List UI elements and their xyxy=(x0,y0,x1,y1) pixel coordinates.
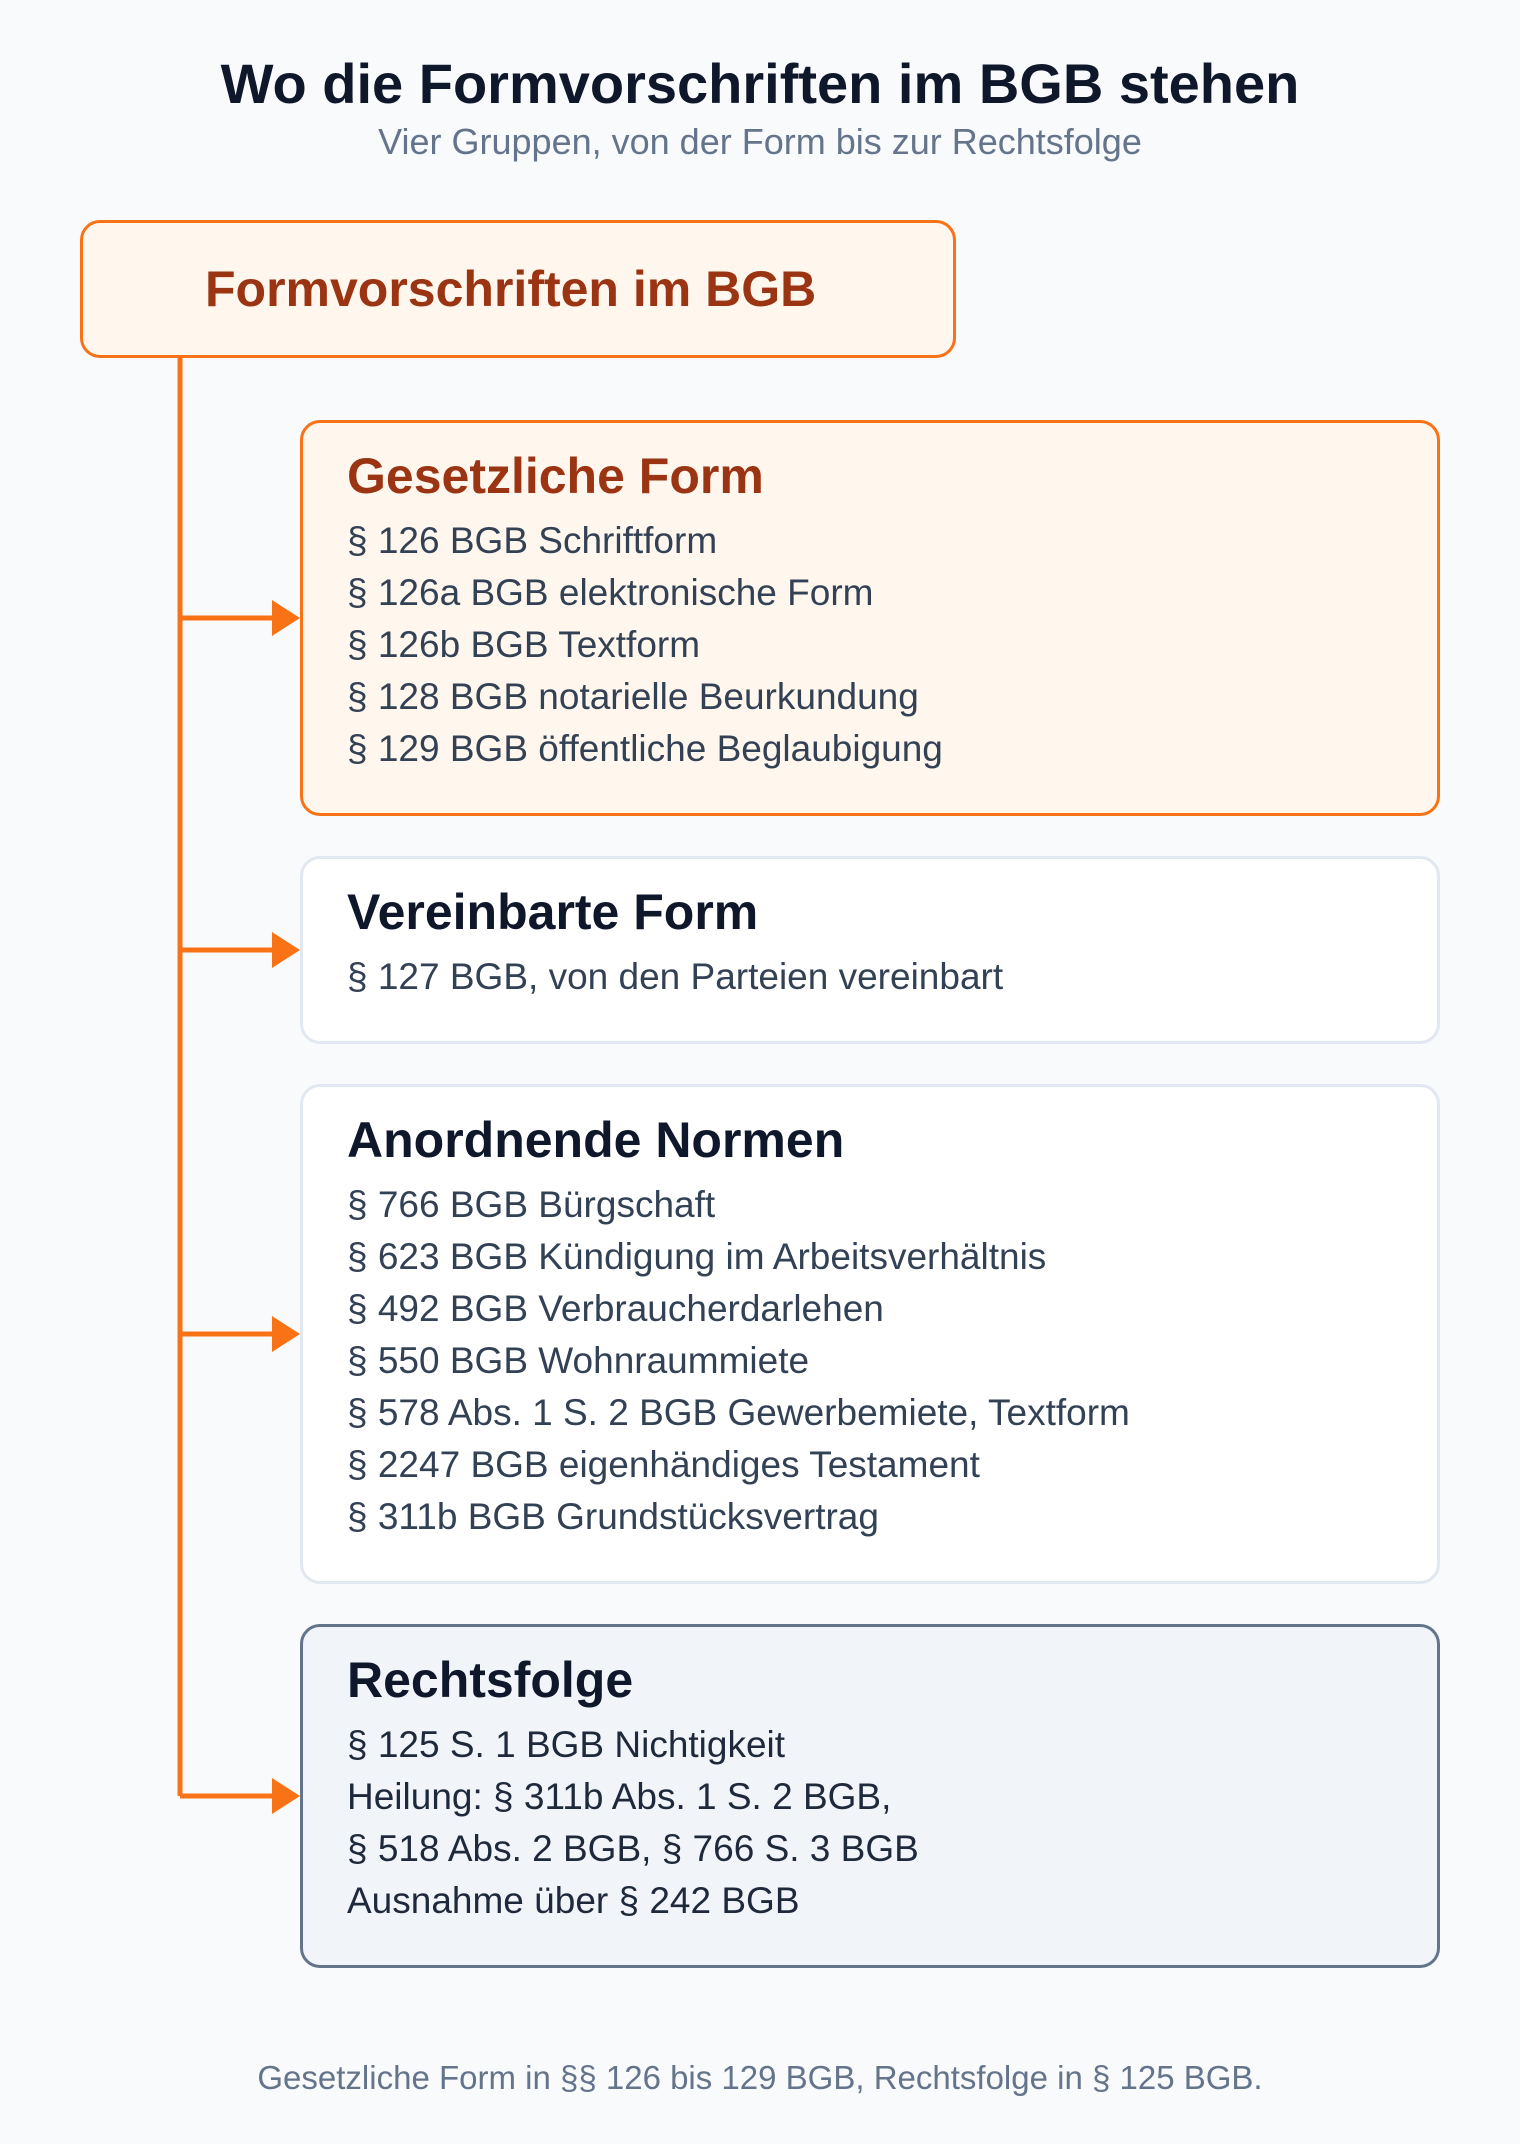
branch-arrow-vereinbarte-form xyxy=(180,932,300,968)
group-item: § 128 BGB notarielle Beurkundung xyxy=(347,676,919,717)
group-item-list xyxy=(347,1719,1437,1927)
group-item: § 129 BGB öffentliche Beglaubigung xyxy=(347,728,943,769)
group-item: § 126a BGB elektronische Form xyxy=(347,572,874,613)
group-item: § 578 Abs. 1 S. 2 BGB Gewerbemiete, Textform xyxy=(347,1392,1130,1433)
group-item: § 518 Abs. 2 BGB, § 766 S. 3 BGB xyxy=(347,1828,919,1869)
group-title: Rechtsfolge xyxy=(347,1652,634,1708)
group-item: § 126 BGB Schriftform xyxy=(347,520,718,561)
root-node-label: Formvorschriften im BGB xyxy=(205,261,817,317)
page-title: Wo die Formvorschriften im BGB stehen xyxy=(220,52,1300,115)
group-item: Heilung: § 311b Abs. 1 S. 2 BGB, xyxy=(347,1776,892,1817)
group-item: § 125 S. 1 BGB Nichtigkeit xyxy=(347,1724,786,1765)
group-card-rechtsfolge xyxy=(300,1624,1440,1968)
group-item: Ausnahme über § 242 BGB xyxy=(347,1880,800,1921)
group-item-list xyxy=(347,951,1437,1003)
group-item: § 2247 BGB eigenhändiges Testament xyxy=(347,1444,980,1485)
group-card-vereinbarte-form xyxy=(300,856,1440,1044)
footnote: Gesetzliche Form in §§ 126 bis 129 BGB, Rechtsfolge in § 125 BGB. xyxy=(257,2059,1263,2096)
group-item: § 623 BGB Kündigung im Arbeitsverhältnis xyxy=(347,1236,1047,1277)
group-item: § 550 BGB Wohnraummiete xyxy=(347,1340,810,1381)
group-card-gesetzliche-form xyxy=(300,420,1440,816)
group-item: § 126b BGB Textform xyxy=(347,624,701,665)
branch-arrow-gesetzliche-form xyxy=(180,600,300,636)
group-title: Anordnende Normen xyxy=(347,1112,845,1168)
group-item: § 311b BGB Grundstücksvertrag xyxy=(347,1496,879,1537)
group-item: § 766 BGB Bürgschaft xyxy=(347,1184,716,1225)
root-node xyxy=(80,220,956,358)
group-title: Vereinbarte Form xyxy=(347,884,759,940)
group-title: Gesetzliche Form xyxy=(347,448,764,504)
group-item: § 492 BGB Verbraucherdarlehen xyxy=(347,1288,884,1329)
group-item-list xyxy=(347,1179,1437,1543)
page-subtitle: Vier Gruppen, von der Form bis zur Rechtsfolge xyxy=(378,121,1142,162)
group-item-list xyxy=(347,515,1437,775)
branch-arrow-anordnende-normen xyxy=(180,1316,300,1352)
branch-arrow-rechtsfolge xyxy=(180,1778,300,1814)
group-card-anordnende-normen xyxy=(300,1084,1440,1584)
group-item: § 127 BGB, von den Parteien vereinbart xyxy=(347,956,1004,997)
